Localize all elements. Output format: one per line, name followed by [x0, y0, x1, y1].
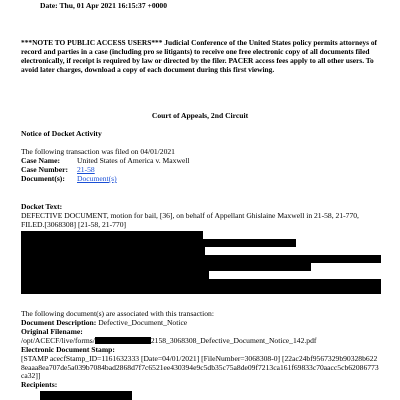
redaction-bar: [21, 255, 381, 263]
redaction-bar: [40, 391, 132, 400]
documents-label: Document(s):: [21, 174, 65, 183]
public-access-notice: ***NOTE TO PUBLIC ACCESS USERS*** Judicial Conference of the United States policy permits attorneys of record and parties in a case (including pro se litigants) to receive one free electronic copy of all documents filed electronically, if receipt is required by law or directed by the filer. PACER access fees apply to all other users. To avoid later charges, download a copy of each document during this first viewing.: [21, 38, 377, 75]
filed-line: The following transaction was filed on 04/01/2021: [21, 147, 175, 156]
document-stamp: [STAMP acecfStamp_ID=1161632333 [Date=04/01/2021] [FileNumber=3068308-0] [22ac24bf9567329b90328b6228eaaa8ea707de5a039b7084bad2868d7f7c6521ee430394e9c5db35c75a8de09f7213ca161f69833c70aacc5cb62086773ca32]]: [21, 354, 379, 381]
redaction-bar: [21, 263, 311, 271]
recipients-label: Recipients:: [21, 380, 58, 389]
redaction-bar: [21, 247, 205, 255]
associated-line: The following document(s) are associated with this transaction:: [21, 309, 214, 318]
original-filename-label: Original Filename:: [21, 327, 83, 336]
redacted-filename-segment: [95, 337, 151, 344]
redaction-bar: [21, 279, 381, 287]
redaction-bar: [21, 287, 381, 294]
redaction-bar: [21, 271, 209, 279]
document-stamp-label: Electronic Document Stamp:: [21, 345, 115, 354]
original-filename-end: 2158_3068308_Defective_Document_Notice_142.pdf: [150, 336, 317, 345]
email-date: Date: Thu, 01 Apr 2021 16:15:37 +0000: [40, 1, 168, 10]
original-filename-start: /opt/ACECF/live/forms/: [21, 336, 95, 345]
case-number-label: Case Number:: [21, 165, 69, 174]
documents-row: [21, 175, 117, 184]
document-description-value: Defective_Document_Notice: [98, 318, 188, 327]
activity-title: Notice of Docket Activity: [21, 129, 102, 138]
documents-link[interactable]: Document(s): [77, 174, 117, 183]
case-name-label: Case Name:: [21, 156, 61, 165]
case-name-value: United States of America v. Maxwell: [77, 156, 190, 165]
redaction-bar: [21, 231, 203, 239]
document-description-label: Document Description:: [21, 318, 97, 327]
docket-text-label: Docket Text:: [21, 202, 63, 211]
case-number-link[interactable]: 21-58: [77, 165, 95, 174]
redaction-bar: [21, 239, 296, 247]
docket-text: DEFECTIVE DOCUMENT, motion for bail, [36], on behalf of Appellant Ghislaine Maxwell in 21-58, 21-770, FILED.[3068308] [21-58, 21-770]: [21, 211, 359, 230]
court-name: Court of Appeals, 2nd Circuit: [151, 111, 249, 120]
